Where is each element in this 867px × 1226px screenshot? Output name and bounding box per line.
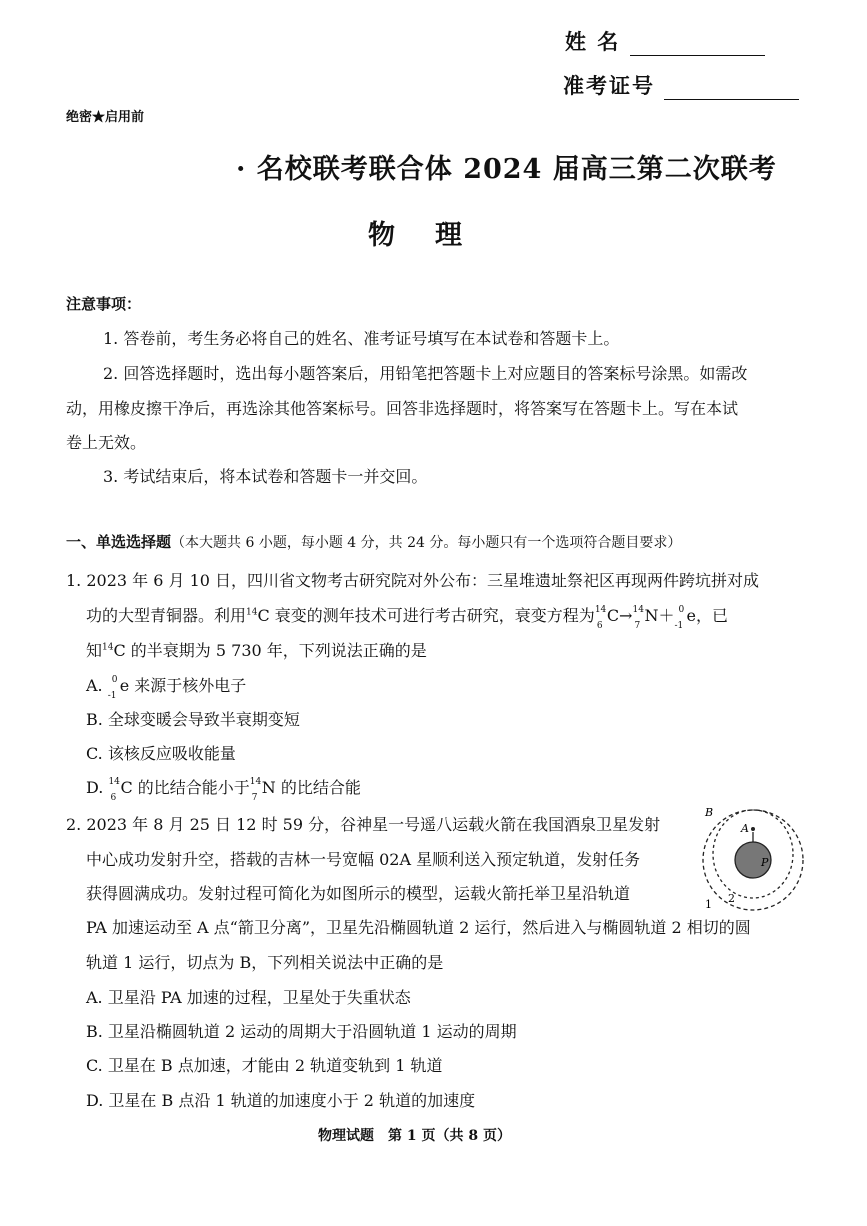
- iso-n14: 14 7: [632, 604, 644, 631]
- q2-line: 轨道 1 运行，切点为 B，下列相关说法中正确的是: [86, 953, 444, 972]
- option-label: A.: [86, 676, 108, 695]
- q1-option-a[interactable]: [86, 673, 247, 701]
- q2-option-b[interactable]: B. 卫星沿椭圆轨道 2 运动的周期大于沿圆轨道 1 运动的周期: [86, 1022, 517, 1041]
- q2-line: PA 加速运动至 A 点“箭卫分离”，卫星先沿椭圆轨道 2 运行，然后进入与椭圆轨道 2 相切的圆: [86, 918, 751, 937]
- iso-e: 0 -1: [674, 604, 685, 631]
- label-b: B: [705, 806, 714, 819]
- q1-text: C→: [606, 606, 633, 625]
- q1-line: 1. 2023 年 6 月 10 日，四川省文物考古研究院对外公布：三星堆遗址祭祀区再现两件跨坑拼对成: [66, 571, 760, 590]
- option-text: e 来源于核外电子: [119, 676, 247, 695]
- page-footer: 物理试题 第 1 页（共 8 页）: [318, 1128, 511, 1144]
- exam-id-label: 准考证号: [563, 73, 655, 98]
- q1-text: 功的大型青铜器。利用: [86, 606, 247, 625]
- name-blank[interactable]: [630, 35, 765, 56]
- secret-mark: 绝密★启用前: [66, 110, 145, 125]
- notice-item: 1. 答卷前，考生务必将自己的姓名、准考证号填写在本试卷和答题卡上。: [103, 329, 620, 348]
- q2-option-a[interactable]: A. 卫星沿 PA 加速的过程，卫星处于失重状态: [86, 988, 411, 1007]
- subject-title: 物理: [368, 220, 502, 251]
- section-note: （本大题共 6 小题，每小题 4 分，共 24 分。每小题只有一个选项符合题目要求）: [171, 535, 682, 551]
- q1-text: 知: [86, 641, 103, 660]
- label-a: A: [741, 822, 749, 835]
- q2-line: 2. 2023 年 8 月 25 日 12 时 59 分，谷神星一号遥八运载火箭在我国酒泉卫星发射: [66, 815, 661, 834]
- iso-mass: 14: [246, 607, 258, 618]
- exam-id-field: [563, 70, 799, 100]
- option-label: D.: [86, 778, 109, 797]
- q1-option-d[interactable]: [86, 775, 361, 803]
- notice-item: 卷上无效。: [66, 433, 147, 452]
- option-text: N 的比结合能: [261, 778, 361, 797]
- q1-option-b[interactable]: B. 全球变暖会导致半衰期变短: [86, 710, 300, 729]
- notice-item: 3. 考试结束后，将本试卷和答题卡一并交回。: [103, 467, 428, 486]
- q2-option-c[interactable]: C. 卫星在 B 点加速，才能由 2 轨道变轨到 1 轨道: [86, 1056, 443, 1075]
- q1-text: C 衰变的测年技术可进行考古研究，衰变方程为: [257, 606, 595, 625]
- orbit-figure: [695, 802, 810, 917]
- name-label: 姓 名: [565, 29, 621, 54]
- section-title: 一、单选选择题: [66, 533, 172, 551]
- notice-item: 2. 回答选择题时，选出每小题答案后，用铅笔把答题卡上对应题目的答案标号涂黑。如需改: [103, 364, 748, 383]
- name-field: [565, 26, 765, 56]
- label-orbit-1: 1: [705, 898, 712, 911]
- q1-option-c[interactable]: C. 该核反应吸收能量: [86, 744, 236, 763]
- q1-line: [86, 603, 728, 631]
- point-a: [751, 827, 755, 831]
- q1-text: e，已: [686, 606, 728, 625]
- exam-id-blank[interactable]: [664, 79, 799, 100]
- q2-line: 获得圆满成功。发射过程可简化为如图所示的模型，运载火箭托举卫星沿轨道: [86, 884, 631, 903]
- q2-option-d[interactable]: D. 卫星在 B 点沿 1 轨道的加速度小于 2 轨道的加速度: [86, 1091, 476, 1110]
- iso-mass: 14: [102, 642, 114, 653]
- iso-c14: 14 6: [108, 776, 120, 803]
- q1-line: [86, 638, 427, 661]
- option-text: C 的比结合能小于: [120, 778, 250, 797]
- label-orbit-2: 2: [728, 892, 735, 905]
- section-heading: [66, 531, 681, 552]
- q2-line: 中心成功发射升空，搭载的吉林一号宽幅 02A 星顺利送入预定轨道，发射任务: [86, 850, 641, 869]
- notice-heading: 注意事项：: [66, 295, 142, 313]
- label-p: P: [761, 856, 769, 869]
- iso-c14: 14 6: [594, 604, 607, 631]
- q1-text: N＋: [644, 606, 675, 625]
- page-title: · 名校联考联合体 2024 届高三第二次联考: [236, 154, 777, 185]
- q1-text: C 的半衰期为 5 730 年，下列说法正确的是: [113, 641, 427, 660]
- iso-e: 0 -1: [107, 674, 118, 701]
- iso-n14: 14 7: [249, 776, 262, 803]
- notice-item: 动，用橡皮擦干净后，再选涂其他答案标号。回答非选择题时，将答案写在答题卡上。写在本试: [66, 399, 739, 418]
